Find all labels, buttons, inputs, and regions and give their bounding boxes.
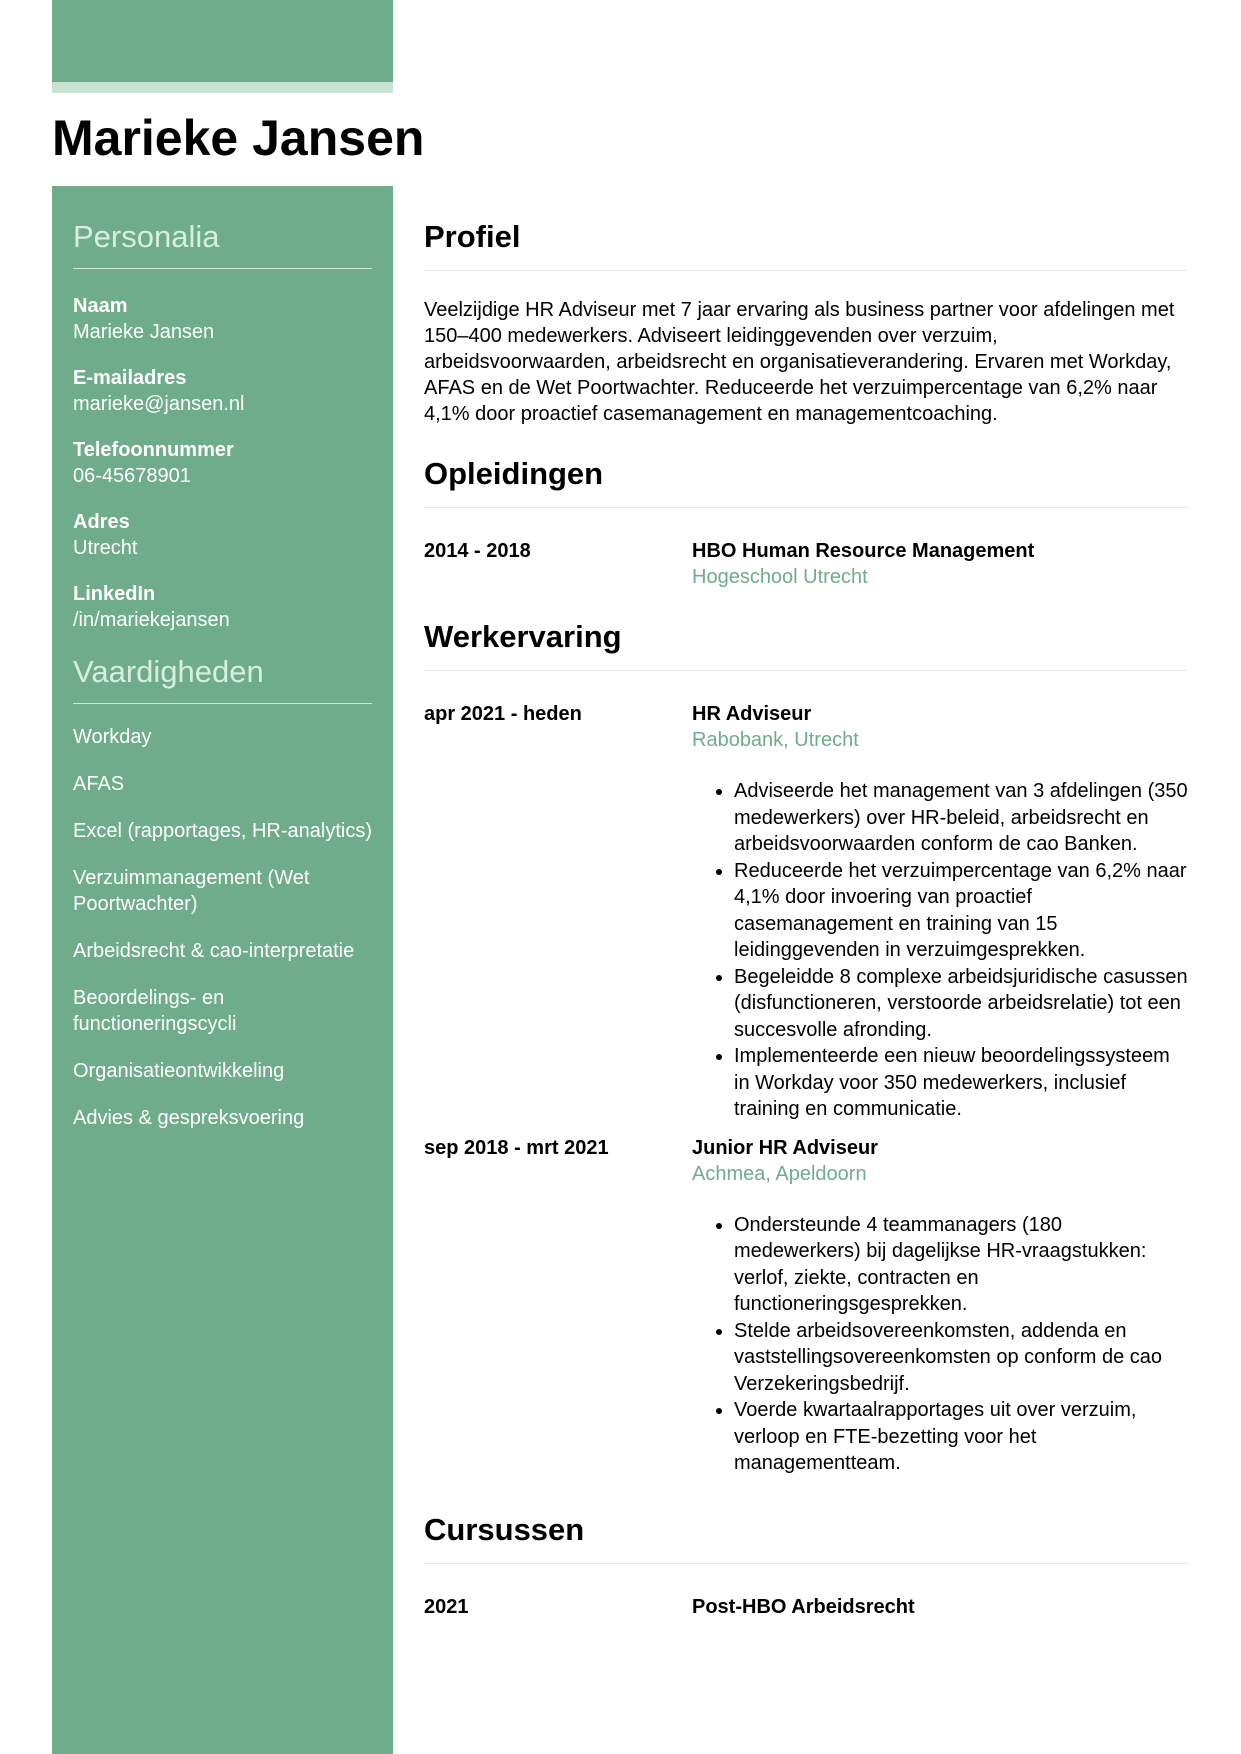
divider bbox=[424, 1563, 1188, 1564]
entry-body bbox=[692, 1135, 1188, 1477]
experience-entry bbox=[424, 1135, 1188, 1477]
achievement-item: • Begeleidde 8 complexe arbeidsjuridische casussen (disfunctioneren, verstoorde arbeidsrelatie) tot een succesvolle afronding. bbox=[734, 964, 1188, 1044]
personalia-item-email bbox=[73, 365, 372, 417]
divider bbox=[73, 268, 372, 269]
personalia-item-linkedin bbox=[73, 581, 372, 633]
achievement-item: • Reduceerde het verzuimpercentage van 6,2% naar 4,1% door invoering van proactief casemanagement en training van 15 leidinggevenden in verzuimgesprekken. bbox=[734, 858, 1188, 964]
experience-heading: Werkervaring bbox=[424, 619, 622, 654]
main-content bbox=[424, 186, 1188, 1620]
email-link[interactable]: marieke@jansen.nl bbox=[73, 393, 245, 415]
personalia-list bbox=[73, 293, 372, 633]
personalia-label: Telefoonnummer bbox=[73, 439, 234, 461]
personalia-label: LinkedIn bbox=[73, 583, 156, 605]
education-heading: Opleidingen bbox=[424, 456, 604, 491]
entry-title: Junior HR Adviseur bbox=[692, 1136, 878, 1159]
entry-body bbox=[692, 1594, 1188, 1620]
entry-date: 2014 - 2018 bbox=[424, 540, 531, 562]
personalia-label: E-mailadres bbox=[73, 367, 187, 389]
personalia-value: Utrecht bbox=[73, 537, 138, 559]
experience-section bbox=[424, 618, 1188, 1477]
linkedin-link[interactable]: /in/mariekejansen bbox=[73, 609, 230, 631]
achievement-item: • Stelde arbeidsovereenkomsten, addenda en vaststellingsovereenkomsten op conform de cao Verzekeringsbedrijf. bbox=[734, 1318, 1188, 1398]
education-entry bbox=[424, 538, 1188, 590]
achievement-item: • Adviseerde het management van 3 afdelingen (350 medewerkers) over HR-beleid, arbeidsrecht en arbeidsvoorwaarden conform de cao Banken. bbox=[734, 778, 1188, 858]
divider bbox=[73, 703, 372, 704]
achievement-item: • Voerde kwartaalrapportages uit over verzuim, verloop en FTE-bezetting voor het managementteam. bbox=[734, 1397, 1188, 1477]
entry-title: Post-HBO Arbeidsrecht bbox=[692, 1595, 915, 1618]
skill-item: Advies & gespreksvoering bbox=[73, 1107, 305, 1129]
personalia-value: Marieke Jansen bbox=[73, 321, 215, 343]
education-section bbox=[424, 455, 1188, 590]
personalia-item-name bbox=[73, 293, 372, 345]
entry-date: 2021 bbox=[424, 1595, 469, 1618]
achievement-list bbox=[692, 778, 1188, 1123]
personalia-label: Naam bbox=[73, 295, 128, 317]
skill-list bbox=[73, 724, 372, 1131]
achievement-item: • Ondersteunde 4 teammanagers (180 medewerkers) bij dagelijkse HR-vraagstukken: verlof, ziekte, contracten en functioneringsgesprekken. bbox=[734, 1212, 1188, 1318]
candidate-name: Marieke Jansen bbox=[52, 110, 425, 166]
skill-item: Arbeidsrecht & cao-interpretatie bbox=[73, 940, 355, 962]
personalia-item-address bbox=[73, 509, 372, 561]
divider bbox=[424, 670, 1188, 671]
personalia-item-phone bbox=[73, 437, 372, 489]
profile-section bbox=[424, 218, 1188, 427]
divider bbox=[424, 270, 1188, 271]
entry-institution: Hogeschool Utrecht bbox=[692, 566, 868, 588]
entry-title: HR Adviseur bbox=[692, 703, 812, 725]
skill-item: Organisatieontwikkeling bbox=[73, 1060, 285, 1082]
profile-text: Veelzijdige HR Adviseur met 7 jaar ervaring als business partner voor afdelingen met 150–400 medewerkers. Adviseert leidinggevenden over verzuim, arbeidsvoorwaarden, arbeidsrecht en organisatieverandering. Ervaren met Workday, AFAS en de Wet Poortwachter. Reduceerde het verzuimpercentage van 6,2% naar 4,1% door proactief casemanagement en managementcoaching. bbox=[424, 299, 1175, 425]
entry-body bbox=[692, 538, 1188, 590]
skills-heading: Vaardigheden bbox=[73, 654, 264, 689]
skill-item: AFAS bbox=[73, 773, 125, 795]
skill-item: Workday bbox=[73, 726, 152, 748]
header-accent-line bbox=[52, 82, 393, 93]
personalia-heading: Personalia bbox=[73, 219, 220, 254]
entry-employer: Rabobank, Utrecht bbox=[692, 729, 859, 751]
achievement-list bbox=[692, 1212, 1188, 1477]
entry-body bbox=[692, 701, 1188, 1123]
achievement-item: • Implementeerde een nieuw beoordelingssysteem in Workday voor 350 medewerkers, inclusief training en communicatie. bbox=[734, 1043, 1188, 1123]
header-accent-block bbox=[52, 0, 393, 82]
courses-heading: Cursussen bbox=[424, 1511, 585, 1547]
courses-section bbox=[424, 1511, 1188, 1620]
entry-date: sep 2018 - mrt 2021 bbox=[424, 1136, 609, 1159]
skill-item: Beoordelings- en functioneringscycli bbox=[73, 987, 237, 1035]
divider bbox=[424, 507, 1188, 508]
personalia-section bbox=[73, 218, 372, 633]
entry-employer: Achmea, Apeldoorn bbox=[692, 1162, 867, 1185]
skills-section bbox=[73, 653, 372, 1131]
skill-item: Verzuimmanagement (Wet Poortwachter) bbox=[73, 867, 310, 915]
personalia-value: 06-45678901 bbox=[73, 465, 191, 487]
experience-entry bbox=[424, 701, 1188, 1123]
skill-item: Excel (rapportages, HR-analytics) bbox=[73, 820, 372, 842]
profile-heading: Profiel bbox=[424, 219, 521, 254]
course-entry bbox=[424, 1594, 1188, 1620]
sidebar bbox=[52, 186, 393, 1754]
entry-date: apr 2021 - heden bbox=[424, 703, 582, 725]
entry-title: HBO Human Resource Management bbox=[692, 540, 1035, 562]
personalia-label: Adres bbox=[73, 511, 130, 533]
